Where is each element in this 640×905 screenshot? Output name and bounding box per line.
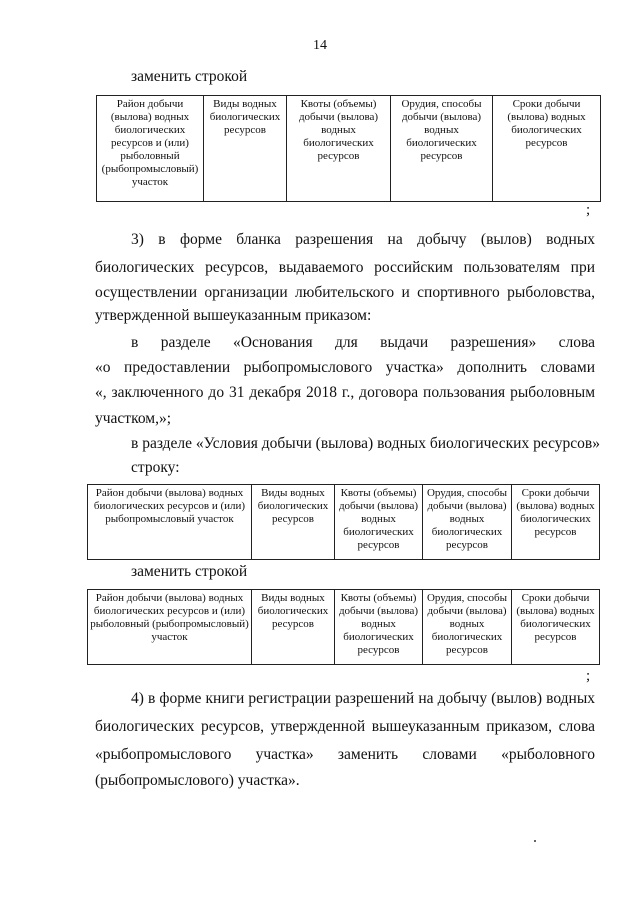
paragraph-line: участком,»; <box>95 410 172 427</box>
table-cell: Квоты (объемы) добычи (вылова) водных биологических ресурсов <box>287 96 391 202</box>
paragraph-line: в разделе «Основания для выдачи разрешения» слова <box>131 334 595 351</box>
paragraph-line: (рыбопромыслового) участка». <box>95 772 300 789</box>
replace-label: заменить строкой <box>131 68 248 85</box>
paragraph-line: «рыбопромыслового участка» заменить словами «рыболовного <box>95 746 595 763</box>
paragraph-line: утвержденной вышеуказанным приказом: <box>95 307 372 324</box>
paragraph-line: биологических ресурсов, утвержденной вышеуказанным приказом, слова <box>95 718 595 735</box>
table-cell: Орудия, способы добычи (вылова) водных биологических ресурсов <box>391 96 493 202</box>
table-cell: Район добычи (вылова) водных биологических ресурсов и (или) рыбопромысловый участок <box>88 485 252 560</box>
table-old-row <box>87 484 600 560</box>
page-number: 14 <box>313 38 327 53</box>
paragraph-line: осуществлении организации любительского и спортивного рыболовства, <box>95 284 595 301</box>
table-cell: Район добычи (вылова) водных биологических ресурсов и (или) рыболовный (рыбопромысловый) участок <box>88 590 252 665</box>
table-row <box>97 96 601 202</box>
paragraph-line: биологических ресурсов, выдаваемого российским пользователям при <box>95 259 595 276</box>
paragraph-line: 3) в форме бланка разрешения на добычу (вылов) водных <box>131 231 595 248</box>
table-cell: Сроки добычи (вылова) водных биологических ресурсов <box>512 590 600 665</box>
scan-speck <box>534 840 536 842</box>
table-cell: Район добычи (вылова) водных биологических ресурсов и (или) рыболовный (рыбопромысловый) участок <box>97 96 204 202</box>
replace-label: заменить строкой <box>131 563 248 580</box>
table-cell: Квоты (объемы) добычи (вылова) водных биологических ресурсов <box>335 485 423 560</box>
table-cell: Сроки добычи (вылова) водных биологических ресурсов <box>493 96 601 202</box>
table-cell: Виды водных биологических ресурсов <box>252 485 335 560</box>
paragraph-line: 4) в форме книги регистрации разрешений на добычу (вылов) водных <box>131 690 595 707</box>
table-row <box>88 485 600 560</box>
table-cell: Квоты (объемы) добычи (вылова) водных биологических ресурсов <box>335 590 423 665</box>
table-cell: Виды водных биологических ресурсов <box>204 96 287 202</box>
semicolon: ; <box>586 202 591 218</box>
table-cell: Орудия, способы добычи (вылова) водных биологических ресурсов <box>423 590 512 665</box>
paragraph-line: «о предоставлении рыбопромыслового участка» дополнить словами <box>95 359 595 376</box>
table-row <box>88 590 600 665</box>
paragraph-line: строку: <box>131 459 180 476</box>
paragraph-line: «, заключенного до 31 декабря 2018 г., договора пользования рыболовным <box>95 384 595 401</box>
table-cell: Сроки добычи (вылова) водных биологических ресурсов <box>512 485 600 560</box>
semicolon: ; <box>586 668 591 684</box>
table-cell: Виды водных биологических ресурсов <box>252 590 335 665</box>
table-cell: Орудия, способы добычи (вылова) водных биологических ресурсов <box>423 485 512 560</box>
table-original-row <box>96 95 601 202</box>
table-new-row <box>87 589 600 665</box>
paragraph-line: в разделе «Условия добычи (вылова) водных биологических ресурсов» <box>131 435 600 452</box>
